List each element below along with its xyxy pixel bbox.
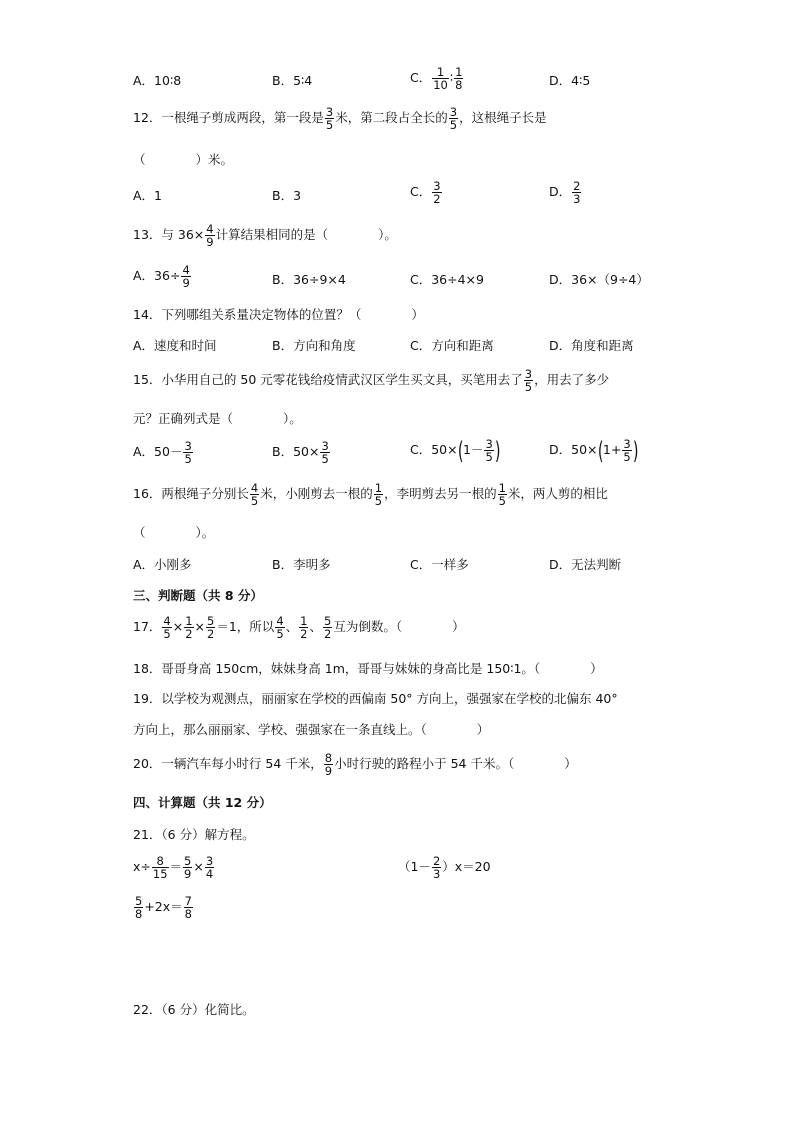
q16-option-d: D．无法判断 xyxy=(549,557,622,572)
q14-option-a: A．速度和时间 xyxy=(133,338,217,353)
q11-option-a: A．10∶8 xyxy=(133,73,182,88)
q11-option-c: C． $\frac{1}{10}$ ∶ $\frac{1}{8}$ xyxy=(410,65,463,93)
section-judgement-heading: 三、判断题（共 8 分） xyxy=(133,588,263,603)
q15-option-d: D．50×(1+ $\frac{3}{5}$ ) xyxy=(549,436,639,465)
q12-option-d: D． $\frac{2}{3}$ xyxy=(549,179,581,207)
q13-option-d: D．36×（9÷4） xyxy=(549,272,649,287)
q12-answer-line: （ ）米。 xyxy=(133,152,234,167)
q19-stem-line2: 方向上，那么丽丽家、学校、强强家在一条直线上。（ ） xyxy=(133,722,490,737)
q16-option-b: B．李明多 xyxy=(272,557,331,572)
q15-option-c: C．50×(1－ $\frac{3}{5}$ ) xyxy=(410,436,501,465)
q20-stem: 20．一辆汽车每小时行 54 千米， $\frac{8}{9}$ 小时行驶的路程小于 54 千米。（ ） xyxy=(133,751,577,779)
q15-answer-line: 元？正确列式是（ ）。 xyxy=(133,411,302,426)
q11-option-d: D．4∶5 xyxy=(549,73,591,88)
q12-option-b: B．3 xyxy=(272,188,302,203)
q17-stem: 17． $\frac{4}{5}$ × $\frac{1}{2}$ × $\frac{5}{2}$ ＝1，所以 $\frac{4}{5}$ 、 $\frac{1}{2}$ 、 $\frac{5}{2}$ 互为倒数。（ ） xyxy=(133,614,465,642)
q13-option-a: A．36÷ $\frac{4}{9}$ xyxy=(133,263,190,291)
q14-stem: 14．下列哪组关系量决定物体的位置？（ ） xyxy=(133,307,424,322)
q21-equation-2: （1－ $\frac{2}{3}$ ）x＝20 xyxy=(398,854,491,882)
q15-option-b: B．50× $\frac{3}{5}$ xyxy=(272,439,329,467)
q14-option-b: B．方向和角度 xyxy=(272,338,356,353)
q11-option-b: B．5∶4 xyxy=(272,73,313,88)
section-calculation-heading: 四、计算题（共 12 分） xyxy=(133,795,272,810)
q21-stem: 21．（6 分）解方程。 xyxy=(133,827,255,842)
q16-stem: 16．两根绳子分别长 $\frac{4}{5}$ 米，小刚剪去一根的 $\frac{1}{5}$ ，李明剪去另一根的 $\frac{1}{5}$ 米，两人剪的相比 xyxy=(133,481,608,509)
q19-stem-line1: 19．以学校为观测点，丽丽家在学校的西偏南 50° 方向上，强强家在学校的北偏东 40° xyxy=(133,691,618,706)
q18-stem: 18．哥哥身高 150cm，妹妹身高 1m，哥哥与妹妹的身高比是 150∶1。（ ） xyxy=(133,661,603,676)
q16-option-c: C．一样多 xyxy=(410,557,469,572)
q21-equation-1: x÷ $\frac{8}{15}$ ＝ $\frac{5}{9}$ × $\frac{3}{4}$ xyxy=(133,854,214,882)
q12-option-c: C． $\frac{3}{2}$ xyxy=(410,179,441,207)
q13-stem: 13．与 36× $\frac{4}{9}$ 计算结果相同的是（ ）。 xyxy=(133,222,397,250)
q15-option-a: A．50－ $\frac{3}{5}$ xyxy=(133,439,192,467)
q13-option-c: C．36÷4×9 xyxy=(410,272,484,287)
q21-equation-3: $\frac{5}{8}$ +2x＝ $\frac{7}{8}$ xyxy=(135,894,192,922)
q12-stem: 12．一根绳子剪成两段，第一段是 $\frac{3}{5}$ 米，第二段占全长的 $\frac{3}{5}$ ，这根绳子长是 xyxy=(133,105,547,133)
q14-option-d: D．角度和距离 xyxy=(549,338,634,353)
q12-option-a: A．1 xyxy=(133,188,163,203)
q13-option-b: B．36÷9×4 xyxy=(272,272,346,287)
q14-option-c: C．方向和距离 xyxy=(410,338,494,353)
q15-stem: 15．小华用自己的 50 元零花钱给疫情武汉区学生买文具，买笔用去了 $\frac{3}{5}$ ，用去了多少 xyxy=(133,367,610,395)
q16-option-a: A．小刚多 xyxy=(133,557,192,572)
q22-stem: 22．（6 分）化简比。 xyxy=(133,1002,255,1017)
q16-answer-line: （ ）。 xyxy=(133,525,215,540)
